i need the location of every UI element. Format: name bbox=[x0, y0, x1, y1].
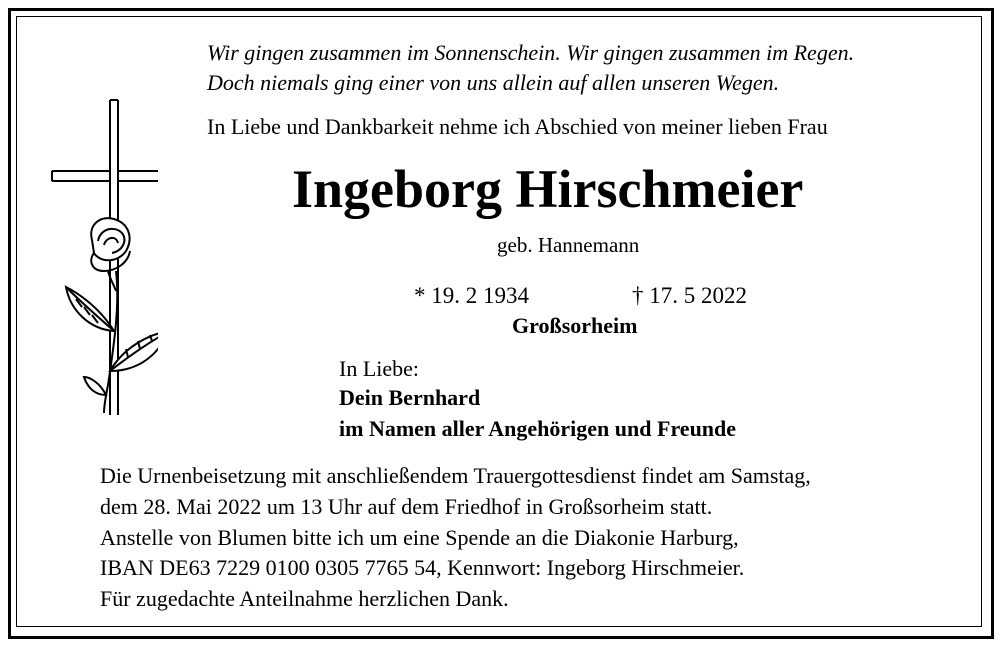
intro-text: In Liebe und Dankbarkeit nehme ich Abschied von meiner lieben Frau bbox=[207, 114, 828, 139]
signature-greeting: In Liebe: bbox=[339, 356, 420, 381]
poem-line-2: Doch niemals ging einer von uns allein auf allen unseren Wegen. bbox=[207, 70, 780, 95]
info-line-3: Anstelle von Blumen bitte ich um eine Spende an die Diakonie Harburg, bbox=[100, 525, 739, 550]
place-name: Großsorheim bbox=[512, 313, 638, 338]
info-line-1: Die Urnenbeisetzung mit anschließendem Trauergottesdienst findet am Samstag, bbox=[100, 463, 811, 488]
signature-from: Dein Bernhard bbox=[339, 385, 481, 410]
info-line-2: dem 28. Mai 2022 um 13 Uhr auf dem Friedhof in Großsorheim statt. bbox=[100, 494, 713, 519]
cross-with-rose-icon bbox=[48, 95, 158, 425]
maiden-name: geb. Hannemann bbox=[497, 233, 640, 257]
birth-date: * 19. 2 1934 bbox=[414, 283, 529, 308]
info-line-5: Für zugedachte Anteilnahme herzlichen Dank. bbox=[100, 586, 509, 611]
poem-line-1: Wir gingen zusammen im Sonnenschein. Wir gingen zusammen im Regen. bbox=[207, 40, 855, 65]
deceased-name: Ingeborg Hirschmeier bbox=[292, 159, 804, 219]
signature-family: im Namen aller Angehörigen und Freunde bbox=[339, 416, 737, 441]
death-date: † 17. 5 2022 bbox=[632, 283, 747, 308]
info-line-4: IBAN DE63 7229 0100 0305 7765 54, Kennwort: Ingeborg Hirschmeier. bbox=[100, 555, 745, 580]
